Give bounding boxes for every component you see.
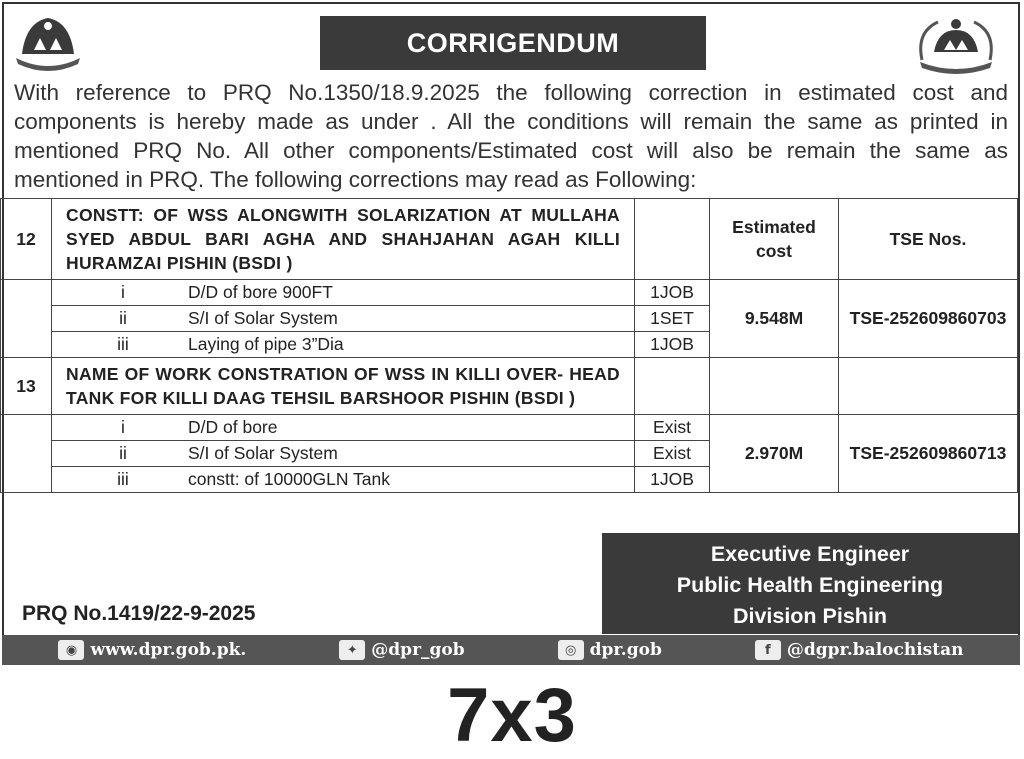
intro-paragraph: With reference to PRQ No.1350/18.9.2025 the following correction in estimated cost and components is hereby made as under . All the conditions will remain the same as printed in mentioned PRQ No. All other components/Estimated cost will also be remain the same as mentioned in PRQ. The following corrections may read as Following:	[14, 80, 1008, 192]
instagram-icon: ◎	[558, 640, 584, 660]
instagram-handle: dpr.gob	[589, 640, 662, 660]
tse-number: TSE-252609860713	[839, 415, 1018, 493]
table-row	[1, 280, 1018, 306]
blank-cell	[1, 415, 52, 493]
item-quantity: Exist	[635, 415, 710, 441]
item-description: D/D of bore	[188, 417, 278, 437]
blank-cell	[839, 358, 1018, 415]
twitter-icon: ✦	[339, 640, 365, 660]
item-description: Laying of pipe 3”Dia	[188, 334, 344, 354]
item-quantity: 1SET	[635, 306, 710, 332]
item-cell	[52, 280, 635, 306]
facebook-handle: @dgpr.balochistan	[786, 640, 964, 660]
footer-instagram[interactable]	[558, 640, 662, 660]
table-row	[1, 415, 1018, 441]
signature-block	[602, 533, 1018, 634]
footer-twitter[interactable]	[339, 640, 464, 660]
work-header-row	[1, 199, 1018, 280]
work-name: NAME OF WORK CONSTRATION OF WSS IN KILLI OVER- HEAD TANK FOR KILLI DAAG TEHSIL BARSHOOR PISHIN (BSDI )	[52, 358, 635, 415]
item-description: constt: of 10000GLN Tank	[188, 469, 391, 489]
column-header-cost: Estimated cost	[710, 199, 839, 280]
item-description: S/I of Solar System	[188, 308, 338, 328]
item-quantity: Exist	[635, 441, 710, 467]
item-cell	[52, 467, 635, 493]
footer-website[interactable]	[58, 640, 246, 660]
blank-cell	[1, 280, 52, 358]
item-number: i	[121, 282, 125, 302]
work-name: CONSTT: OF WSS ALONGWITH SOLARIZATION AT MULLAHA SYED ABDUL BARI AGHA AND SHAHJAHAN AGAH KILLI HURAMZAI PISHIN (BSDI )	[52, 199, 635, 280]
item-number: iii	[117, 334, 129, 354]
balochistan-emblem-icon	[12, 12, 84, 78]
website-text: www.dpr.gob.pk.	[90, 640, 247, 660]
blank-cell	[710, 358, 839, 415]
estimated-cost: 2.970M	[710, 415, 839, 493]
item-cell	[52, 306, 635, 332]
page-title: CORRIGENDUM	[320, 16, 706, 70]
facebook-icon: f	[755, 640, 781, 660]
prq-number: PRQ No.1419/22-9-2025	[22, 602, 256, 625]
item-cell	[52, 415, 635, 441]
blank-cell	[635, 199, 710, 280]
item-number: iii	[117, 469, 129, 489]
item-number: i	[121, 417, 125, 437]
twitter-handle: @dpr_gob	[371, 640, 465, 660]
item-quantity: 1JOB	[635, 467, 710, 493]
item-number: ii	[119, 443, 127, 463]
work-header-row	[1, 358, 1018, 415]
work-number: 13	[1, 358, 52, 415]
signature-department: Public Health Engineering	[676, 573, 944, 597]
estimated-cost: 9.548M	[710, 280, 839, 358]
tse-number: TSE-252609860703	[839, 280, 1018, 358]
item-quantity: 1JOB	[635, 280, 710, 306]
footer-bar	[2, 635, 1020, 665]
item-quantity: 1JOB	[635, 332, 710, 358]
column-header-tse: TSE Nos.	[839, 199, 1018, 280]
blank-cell	[635, 358, 710, 415]
ad-size-label: 7x3	[447, 673, 577, 758]
globe-icon: ◉	[58, 640, 84, 660]
works-table	[0, 198, 1018, 493]
item-cell	[52, 332, 635, 358]
item-cell	[52, 441, 635, 467]
item-description: D/D of bore 900FT	[188, 282, 333, 302]
item-description: S/I of Solar System	[188, 443, 338, 463]
footer-facebook[interactable]	[755, 640, 964, 660]
signature-title: Executive Engineer	[710, 542, 910, 566]
dpr-emblem-icon	[908, 12, 1004, 78]
item-number: ii	[119, 308, 127, 328]
signature-division: Division Pishin	[732, 604, 888, 628]
work-number: 12	[1, 199, 52, 280]
